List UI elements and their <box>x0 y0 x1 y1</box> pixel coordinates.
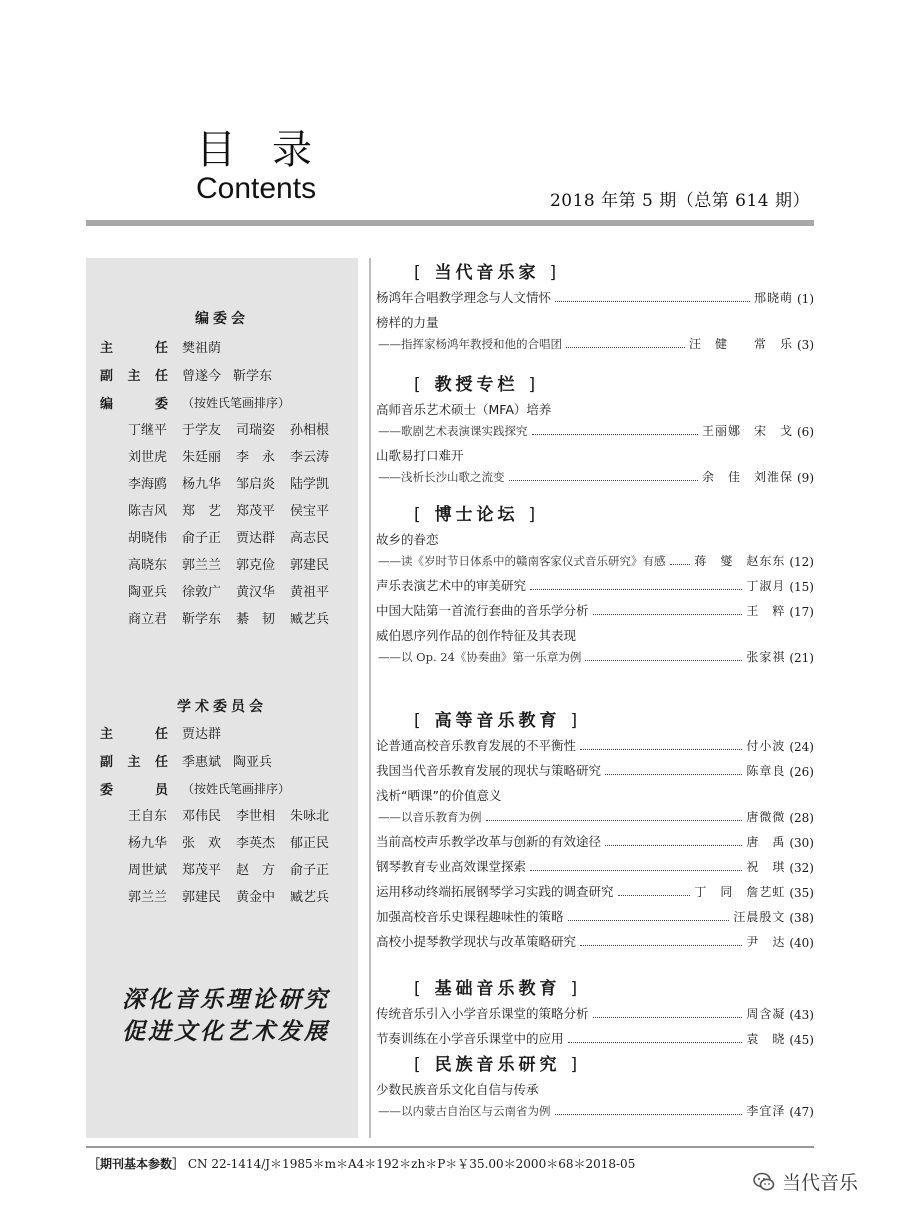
person-name: 贾达群 <box>182 726 222 742</box>
role-label: 副 主 任 <box>100 754 168 770</box>
member-name: 臧艺兵 <box>290 612 330 627</box>
toc-entry[interactable] <box>376 759 814 779</box>
section-heading <box>414 974 581 999</box>
member-name: 黄祖平 <box>290 585 330 600</box>
leader-dots <box>486 820 743 821</box>
entry-page: (24) <box>789 740 814 754</box>
entry-subtitle: ——歌剧艺术表演课实践探究 <box>378 424 528 438</box>
member-name: 黄汉华 <box>236 585 276 600</box>
entry-subtitle: ——读《岁时节日体系中的赣南客家仪式音乐研究》有感 <box>378 554 666 568</box>
entry-authors: 李宜泽 <box>746 1104 786 1118</box>
entry-page: (43) <box>789 1008 814 1022</box>
entry-title[interactable]: 浅析“晒课”的价值意义 <box>376 788 502 803</box>
leader-dots <box>555 301 750 302</box>
entry-subtitle: ——浅析长沙山歌之流变 <box>378 470 505 484</box>
journal-parameters <box>88 1155 635 1172</box>
entry-title: 当前高校声乐教学改革与创新的有效途径 <box>376 834 602 849</box>
member-name: 李 永 <box>236 450 276 465</box>
entry-title: 中国大陆第一首流行套曲的音乐学分析 <box>376 603 589 618</box>
academic-committee-title: 学术委员会 <box>177 699 267 715</box>
bracket-close: ] <box>528 375 540 395</box>
entry-title: 运用移动终端拓展钢琴学习实践的调查研究 <box>376 884 614 899</box>
entry-authors: 祝 琪 <box>746 860 786 874</box>
leader-dots <box>530 870 742 871</box>
section-title: 基础音乐教育 <box>434 979 561 999</box>
entry-title: 论普通高校音乐教育发展的不平衡性 <box>376 738 577 753</box>
person-name: 曾遂今 <box>182 368 222 384</box>
member-name: 商立君 <box>128 612 168 627</box>
section-title: 民族音乐研究 <box>434 1055 561 1075</box>
bracket-close: ] <box>570 1055 582 1075</box>
toc-entry[interactable] <box>376 830 814 850</box>
member-name: 郭兰兰 <box>182 558 222 573</box>
entry-authors: 尹 达 <box>746 935 786 949</box>
leader-dots <box>593 1017 743 1018</box>
entry-authors: 付小波 <box>746 739 786 753</box>
member-name: 邹启炎 <box>236 477 276 492</box>
toc-entry[interactable] <box>376 465 814 485</box>
member-name: 丁继平 <box>128 423 168 438</box>
member-name: 孙相根 <box>290 423 330 438</box>
section-title: 博士论坛 <box>434 505 519 525</box>
entry-title: 钢琴教育专业高效课堂探索 <box>376 859 527 874</box>
wechat-icon <box>752 1170 776 1194</box>
member-name: 高志民 <box>290 531 330 546</box>
editorial-members-row <box>100 392 290 412</box>
member-name: 俞子正 <box>182 531 222 546</box>
role-label: 主 任 <box>100 726 168 742</box>
section-heading <box>414 500 539 525</box>
person-name: 靳学东 <box>233 368 273 384</box>
person-name: 陶亚兵 <box>233 754 273 770</box>
toc-entry[interactable] <box>376 930 814 950</box>
issue-number: 2018 年第 5 期（总第 614 期） <box>549 191 810 211</box>
member-name: 李海鸥 <box>128 477 168 492</box>
entry-page: (3) <box>797 338 814 352</box>
member-name: 郑 艺 <box>182 504 222 519</box>
member-name: 郭兰兰 <box>128 890 168 905</box>
bracket-open: [ <box>414 979 425 999</box>
person-name: 季惠斌 <box>182 754 222 770</box>
toc-entry[interactable] <box>376 905 814 925</box>
member-name: 陆学凯 <box>290 477 330 492</box>
toc-entry[interactable] <box>376 1099 814 1119</box>
leader-dots <box>568 920 730 921</box>
editorial-deputy-row <box>100 364 272 384</box>
entry-page: (38) <box>789 911 814 925</box>
bracket-close: ] <box>570 711 582 731</box>
leader-dots <box>555 1114 743 1115</box>
bracket-close: ] <box>570 979 582 999</box>
entry-subtitle: ——指挥家杨鸿年教授和他的合唱团 <box>378 337 562 351</box>
section-heading <box>414 706 581 731</box>
entry-authors: 王丽娜 宋 戈 <box>701 424 793 438</box>
entry-page: (21) <box>789 651 814 665</box>
leader-dots <box>580 749 742 750</box>
entry-authors: 邢晓萌 <box>753 291 793 305</box>
params-label: ［期刊基本参数］ <box>88 1157 185 1171</box>
member-name: 朱廷丽 <box>182 450 222 465</box>
entry-subtitle: ——以音乐教育为例 <box>378 810 482 824</box>
member-name: 郁正民 <box>290 836 330 851</box>
member-name: 司瑞姿 <box>236 423 276 438</box>
role-label: 主 任 <box>100 340 168 356</box>
entry-page: (6) <box>797 425 814 439</box>
entry-authors: 张家祺 <box>746 650 786 664</box>
leader-dots <box>580 945 742 946</box>
entry-title: 杨鸿年合唱教学理念与人文情怀 <box>376 290 552 305</box>
member-name: 俞子正 <box>290 863 330 878</box>
member-name: 郭建民 <box>290 558 330 573</box>
toc-entry[interactable] <box>376 286 814 306</box>
toc-entry[interactable] <box>376 549 814 569</box>
editorial-member-grid <box>128 420 342 630</box>
entry-authors: 蒋 燮 赵东东 <box>694 554 786 568</box>
toc-entry[interactable] <box>376 734 814 754</box>
entry-page: (26) <box>789 765 814 779</box>
entry-title: 声乐表演艺术中的审美研究 <box>376 578 527 593</box>
section-heading <box>414 370 539 395</box>
entry-subtitle: ——以 Op. 24《协奏曲》第一乐章为例 <box>378 650 582 664</box>
entry-page: (28) <box>789 811 814 825</box>
member-name: 张 欢 <box>182 836 222 851</box>
entry-page: (9) <box>797 471 814 485</box>
entry-title[interactable]: 故乡的眷恋 <box>376 532 439 547</box>
entry-authors: 周含凝 <box>746 1007 786 1021</box>
entry-title[interactable]: 高师音乐艺术硕士（MFA）培养 <box>376 402 552 417</box>
member-name: 黄金中 <box>236 890 276 905</box>
params-value: CN 22-1414/J＊1985＊m＊A4＊192＊zh＊P＊￥35.00＊2000＊68＊2018-05 <box>187 1157 636 1171</box>
entry-authors: 唐 禹 <box>746 835 786 849</box>
toc-entry[interactable] <box>376 1027 814 1047</box>
member-name: 郭建民 <box>182 890 222 905</box>
entry-title[interactable]: 榜样的力量 <box>376 315 439 330</box>
member-name: 綦 韧 <box>236 612 276 627</box>
leader-dots <box>530 589 742 590</box>
academic-deputy-row <box>100 750 272 770</box>
section-title: 当代音乐家 <box>434 263 540 283</box>
entry-page: (32) <box>789 861 814 875</box>
bracket-open: [ <box>414 375 425 395</box>
entry-authors: 余 佳 刘淮保 <box>701 470 793 484</box>
bracket-close: ] <box>549 263 561 283</box>
member-name: 于学友 <box>182 423 222 438</box>
toc-entry[interactable] <box>376 645 814 665</box>
toc-entry[interactable] <box>376 880 814 900</box>
entry-page: (40) <box>789 936 814 950</box>
academic-member-grid <box>128 806 342 908</box>
sort-note: （按姓氏笔画排序） <box>182 781 291 796</box>
member-name: 贾达群 <box>236 531 276 546</box>
entry-title: 高校小提琴教学现状与改革策略研究 <box>376 934 577 949</box>
academic-members-row <box>100 778 290 798</box>
bracket-open: [ <box>414 505 425 525</box>
entry-title: 我国当代音乐教育发展的现状与策略研究 <box>376 763 602 778</box>
academic-chief-row <box>100 722 221 742</box>
leader-dots <box>568 1042 743 1043</box>
entry-authors: 唐微微 <box>746 810 786 824</box>
member-name: 陶亚兵 <box>128 585 168 600</box>
leader-dots <box>566 347 685 348</box>
toc-entry[interactable] <box>376 599 814 619</box>
leader-dots <box>509 480 698 481</box>
toc-entry[interactable] <box>376 419 814 439</box>
member-name: 王自东 <box>128 809 168 824</box>
section-heading <box>414 258 560 283</box>
entry-authors: 陈章良 <box>746 764 786 778</box>
leader-dots <box>605 845 742 846</box>
member-name: 臧艺兵 <box>290 890 330 905</box>
bracket-close: ] <box>528 505 540 525</box>
leader-dots <box>585 660 742 661</box>
bracket-open: [ <box>414 263 425 283</box>
leader-dots <box>618 895 691 896</box>
member-name: 李英杰 <box>236 836 276 851</box>
person-name: 樊祖荫 <box>182 340 222 356</box>
entry-authors: 王 粹 <box>746 604 786 618</box>
member-name: 周世斌 <box>128 863 168 878</box>
entry-subtitle: ——以内蒙古自治区与云南省为例 <box>378 1104 551 1118</box>
entry-page: (47) <box>789 1105 814 1119</box>
page-title-en: Contents <box>196 172 317 205</box>
member-name: 邓伟民 <box>182 809 222 824</box>
section-title: 高等音乐教育 <box>434 711 561 731</box>
member-name: 朱咏北 <box>290 809 330 824</box>
entry-title: 节奏训练在小学音乐课堂中的应用 <box>376 1031 564 1046</box>
entry-page: (12) <box>789 555 814 569</box>
member-name: 侯宝平 <box>290 504 330 519</box>
role-label: 副 主 任 <box>100 368 168 384</box>
member-name: 靳学东 <box>182 612 222 627</box>
leader-dots <box>670 564 691 565</box>
bracket-open: [ <box>414 711 425 731</box>
leader-dots <box>605 774 742 775</box>
footer-rule <box>86 1146 814 1148</box>
entry-authors: 袁 晓 <box>746 1032 786 1046</box>
member-name: 赵 方 <box>236 863 276 878</box>
entry-title: 加强高校音乐史课程趣味性的策略 <box>376 909 564 924</box>
slogan-line: 深化音乐理论研究 <box>122 986 330 1013</box>
entry-page: (1) <box>797 292 814 306</box>
leader-dots <box>593 614 743 615</box>
entry-page: (15) <box>789 580 814 594</box>
member-name: 郑茂平 <box>182 863 222 878</box>
editorial-board-title: 编委会 <box>195 311 249 327</box>
editorial-chief-row <box>100 336 221 356</box>
bracket-open: [ <box>414 1055 425 1075</box>
member-name: 杨九华 <box>182 477 222 492</box>
entry-page: (17) <box>789 605 814 619</box>
entry-authors: 汪晨殷文 <box>733 910 786 924</box>
column-divider <box>369 258 371 1138</box>
member-name: 刘世虎 <box>128 450 168 465</box>
member-name: 陈吉风 <box>128 504 168 519</box>
entry-authors: 汪 健 常 乐 <box>688 337 793 351</box>
toc-entry[interactable] <box>376 332 814 352</box>
role-label: 委 员 <box>100 782 168 798</box>
entry-page: (45) <box>789 1033 814 1047</box>
wechat-account-name: 当代音乐 <box>782 1172 859 1194</box>
sort-note: （按姓氏笔画排序） <box>182 395 291 410</box>
slogan <box>106 984 346 1048</box>
entry-page: (35) <box>789 886 814 900</box>
member-name: 李云涛 <box>290 450 330 465</box>
member-name: 郭克俭 <box>236 558 276 573</box>
leader-dots <box>532 434 698 435</box>
masthead-sidebar <box>86 258 358 1138</box>
entry-title[interactable]: 威伯恩序列作品的创作特征及其表现 <box>376 628 577 643</box>
entry-page: (30) <box>789 836 814 850</box>
member-name: 李世相 <box>236 809 276 824</box>
toc-entry[interactable] <box>376 1002 814 1022</box>
member-name: 郑茂平 <box>236 504 276 519</box>
slogan-line: 促进文化艺术发展 <box>122 1018 330 1045</box>
toc-entry[interactable] <box>376 855 814 875</box>
entry-title[interactable]: 山歌易打口难开 <box>376 448 464 463</box>
toc-entry[interactable] <box>376 805 814 825</box>
member-name: 徐敦广 <box>182 585 222 600</box>
entry-authors: 丁淑月 <box>746 579 786 593</box>
toc-entry[interactable] <box>376 574 814 594</box>
member-name: 高晓东 <box>128 558 168 573</box>
header-rule <box>86 220 814 226</box>
member-name: 杨九华 <box>128 836 168 851</box>
wechat-watermark <box>752 1168 858 1195</box>
section-heading <box>414 1050 581 1075</box>
page-title-cn: 目录 <box>196 127 348 173</box>
entry-title: 传统音乐引入小学音乐课堂的策略分析 <box>376 1006 589 1021</box>
entry-title[interactable]: 少数民族音乐文化自信与传承 <box>376 1082 539 1097</box>
role-label: 编 委 <box>100 396 168 412</box>
section-title: 教授专栏 <box>434 375 519 395</box>
entry-authors: 丁 同 詹艺虹 <box>694 885 786 899</box>
member-name: 胡晓伟 <box>128 531 168 546</box>
